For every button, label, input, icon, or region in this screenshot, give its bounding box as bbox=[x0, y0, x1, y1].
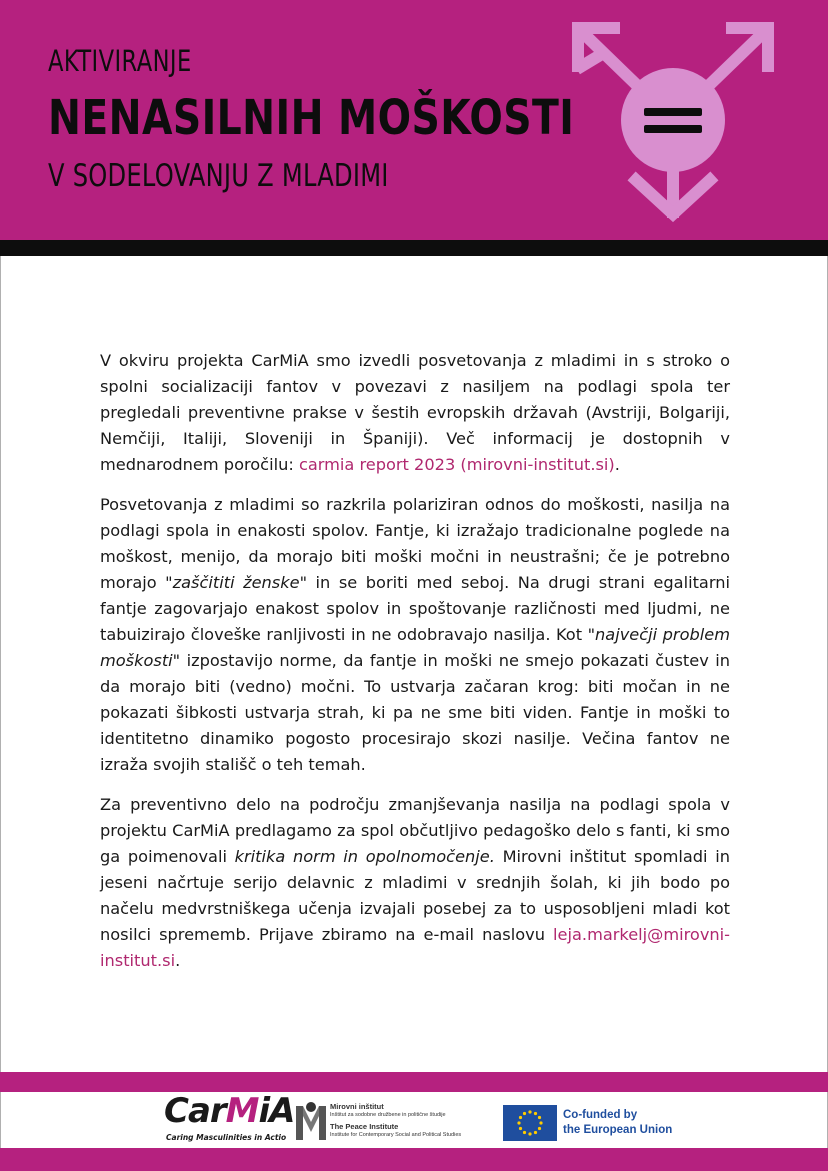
email-link[interactable]: leja.markelj@mirovni-institut.si bbox=[100, 925, 730, 970]
carmia-logo: CarMiA Caring Masculinities in Actio bbox=[164, 1091, 295, 1142]
mirovni-mark-icon bbox=[296, 1102, 326, 1140]
footer-band-top bbox=[0, 1072, 828, 1092]
eu-cofunded-logo: Co-funded by the European Union bbox=[503, 1105, 693, 1141]
report-link[interactable]: carmia report 2023 (mirovni-institut.si) bbox=[298, 455, 615, 474]
main-content bbox=[100, 348, 730, 988]
header-black-bar bbox=[0, 240, 828, 256]
paragraph-3: Za preventivno delo na področju zmanjševanja nasilja na podlagi spola v projektu CarMiA predlagamo za spol občutljivo pedagoško delo s fanti, ki smo ga poimenovali kritika norm in opolnomočenje. Mirovni inštitut spomladi in jeseni načrtuje serijo delavnic z mladimi v srednjih šolah, ki jih bodo po načelu medvrstniškega učenja izvajali posebej za to usposobljeni mladi kot nosilci sprememb. Prijave zbiramo na e-mail naslovu leja.markelj@mirovni-institut.si. bbox=[100, 795, 730, 970]
title-line-3: V SODELOVANJU Z MLADIMI bbox=[48, 158, 389, 194]
paragraph-1: V okviru projekta CarMiA smo izvedli posvetovanja z mladimi in s stroko o spolni socializaciji fantov v povezavi z nasiljem na podlagi spola ter pregledali preventivne prakse v šestih evropskih državah (Avstriji, Bolgariji, Nemčiji, Italiji, Sloveniji in Španiji). Več informacij je dostopnih v mednarodnem poročilu: carmia report 2023 (mirovni-institut.si). bbox=[100, 351, 730, 474]
eu-flag-icon bbox=[503, 1105, 557, 1141]
mirovni-institut-logo: Mirovni inštitut Inštitut za sodobne družbene in politične študije The Peace Institute Institute for Contemporary Social and Political Studies bbox=[296, 1100, 486, 1142]
footer-band-bottom bbox=[0, 1148, 828, 1171]
title-line-2: NENASILNIH MOŠKOSTI bbox=[48, 90, 575, 146]
paragraph-2: Posvetovanja z mladimi so razkrila polariziran odnos do moškosti, nasilja na podlagi spola in enakosti spolov. Fantje, ki izražajo tradicionalne poglede na moškost, menijo, da morajo biti moški močni in neustrašni; če je potrebno morajo "zaščititi ženske" in se boriti med seboj. Na drugi strani egalitarni fantje zagovarjajo enakost spolov in spoštovanje različnosti med ljudmi, ne tabuizirajo človeške ranljivosti in ne odobravajo nasilja. Kot "največji problem moškosti" izpostavijo norme, da fantje in moški ne smejo pokazati čustev in da morajo biti (vedno) močni. To ustvarja začaran krog: biti močan in ne pokazati šibkosti ustvarja strah, ki pa ne sme biti viden. Fantje in moški to identitetno dinamiko pogosto procesirajo skozi nasilje. Večina fantov ne izraža svojih stališč o teh temah. bbox=[100, 495, 730, 774]
title-line-1: AKTIVIRANJE bbox=[48, 44, 192, 78]
header-band bbox=[0, 0, 828, 240]
carmia-tagline: Caring Masculinities in Actio bbox=[166, 1133, 287, 1142]
transgender-equality-icon bbox=[558, 12, 788, 232]
